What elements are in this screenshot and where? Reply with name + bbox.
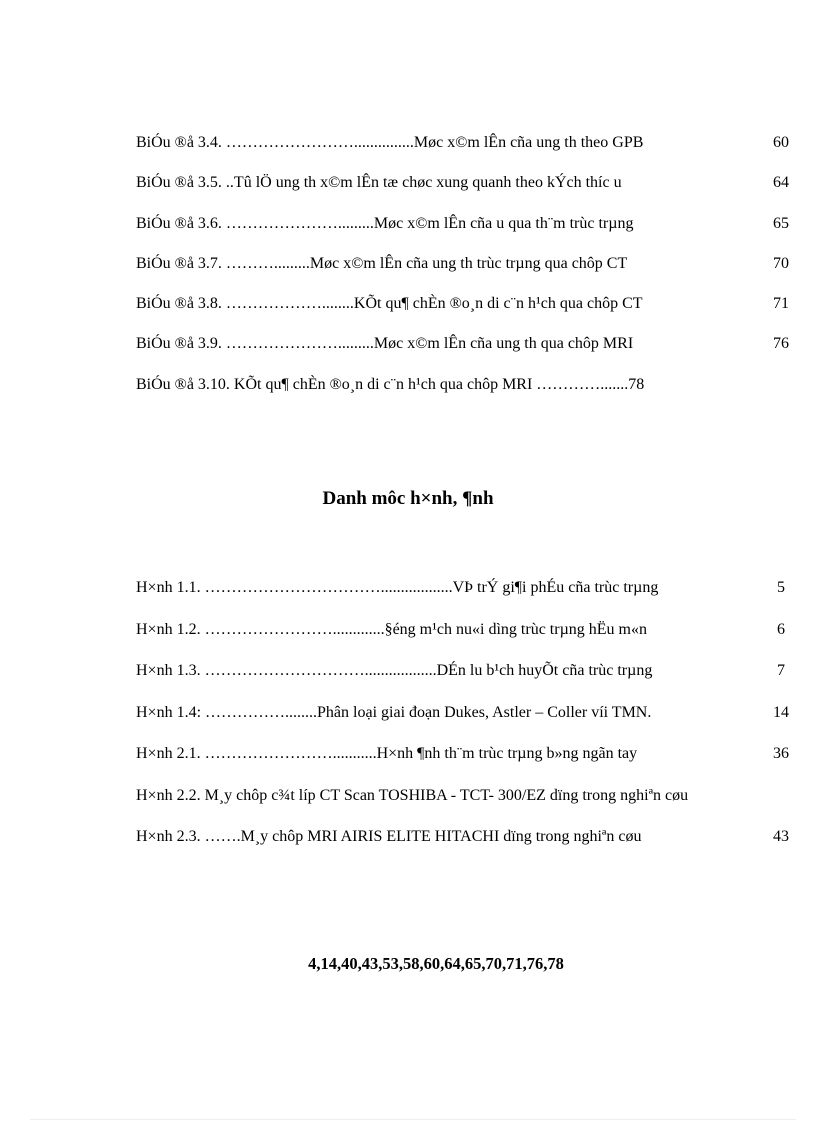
- list-item: [136, 785, 796, 827]
- toc-page-number: 70: [773, 254, 789, 272]
- list-item: [136, 333, 796, 373]
- list-item: [136, 213, 796, 253]
- list-item: [136, 253, 796, 293]
- toc-entry-text: H×nh 1.2. …………………….............§éng m¹ch nu«i dìng trùc trµng hËu m«n: [136, 620, 647, 638]
- toc-page-number: 65: [773, 214, 789, 232]
- toc-entry-text: BiÓu ®å 3.7. ……….........Møc x©m lÊn cña ung th trùc trµng qua chôp CT: [136, 254, 628, 272]
- toc-entry-text: BiÓu ®å 3.6. ………………….........Møc x©m lÊn cña u qua th¨m trùc trµng: [136, 214, 634, 232]
- toc-page-number: 6: [777, 620, 785, 638]
- toc-entry-text: BiÓu ®å 3.10. KÕt qu¶ chÈn ®o¸n di c¨n h¹ch qua chôp MRI ………….......78: [136, 375, 645, 393]
- toc-entry-text: BiÓu ®å 3.9. ………………….........Møc x©m lÊn cña ung th qua chôp MRI: [136, 335, 634, 353]
- toc-page-number: 43: [773, 828, 789, 845]
- toc-entry-text: H×nh 1.3. …………………………..................DÉn lu b¹ch huyÕt cña trùc trµng: [136, 662, 653, 679]
- toc-entry-text: BiÓu ®å 3.4. ……………………...............Møc x©m lÊn cña ung th theo GPB: [136, 134, 644, 151]
- list-item: [136, 702, 796, 744]
- figure-list: [136, 577, 796, 868]
- list-item: [136, 172, 796, 212]
- toc-page-number: 7: [777, 662, 785, 679]
- list-item: [136, 293, 796, 333]
- list-item: [136, 577, 796, 619]
- toc-entry-text: H×nh 2.2. M¸y chôp c¾t líp CT Scan TOSHIBA - TCT- 300/EZ dïng trong nghiªn cøu: [136, 786, 689, 804]
- toc-page-number: 64: [773, 174, 789, 192]
- list-item: [136, 743, 796, 785]
- toc-entry-text: H×nh 2.1. ……………………...........H×nh ¶nh th¨m trùc trµng b»ng ngãn tay: [136, 745, 638, 762]
- toc-page-number: 60: [773, 134, 789, 151]
- list-item: [136, 132, 796, 172]
- toc-page-number: 5: [777, 579, 785, 596]
- toc-entry-text: H×nh 2.3. …….M¸y chôp MRI AIRIS ELITE HITACHI dïng trong nghiªn cøu: [136, 828, 642, 845]
- list-item: [136, 374, 796, 414]
- toc-page-number: 71: [773, 295, 789, 313]
- page-number-summary: 4,14,40,43,53,58,60,64,65,70,71,76,78: [308, 954, 564, 973]
- list-item: [136, 660, 796, 702]
- toc-entry-text: BiÓu ®å 3.5. ..Tû lÖ ung th x©m lÊn tæ chøc xung quanh theo kÝch thíc u: [136, 174, 622, 192]
- toc-entry-text: H×nh 1.1. ……………………………..................VÞ trÝ gi¶i phÉu cña trùc trµng: [136, 579, 659, 596]
- list-item: [136, 826, 796, 868]
- toc-entry-text: H×nh 1.4: ……………........Phân loại giai đoạn Dukes, Astler – Coller víi TMN.: [136, 703, 652, 721]
- toc-page-number: 76: [773, 335, 789, 353]
- list-item: [136, 619, 796, 661]
- footer-divider: [30, 1119, 796, 1120]
- toc-entry-text: BiÓu ®å 3.8. ………………........KÕt qu¶ chÈn ®o¸n di c¨n h¹ch qua chôp CT: [136, 295, 643, 313]
- section-title: Danh môc h×nh, ¶nh: [322, 488, 494, 509]
- chart-list: [136, 132, 796, 414]
- toc-page-number: 14: [773, 703, 789, 721]
- toc-page-number: 36: [773, 745, 789, 762]
